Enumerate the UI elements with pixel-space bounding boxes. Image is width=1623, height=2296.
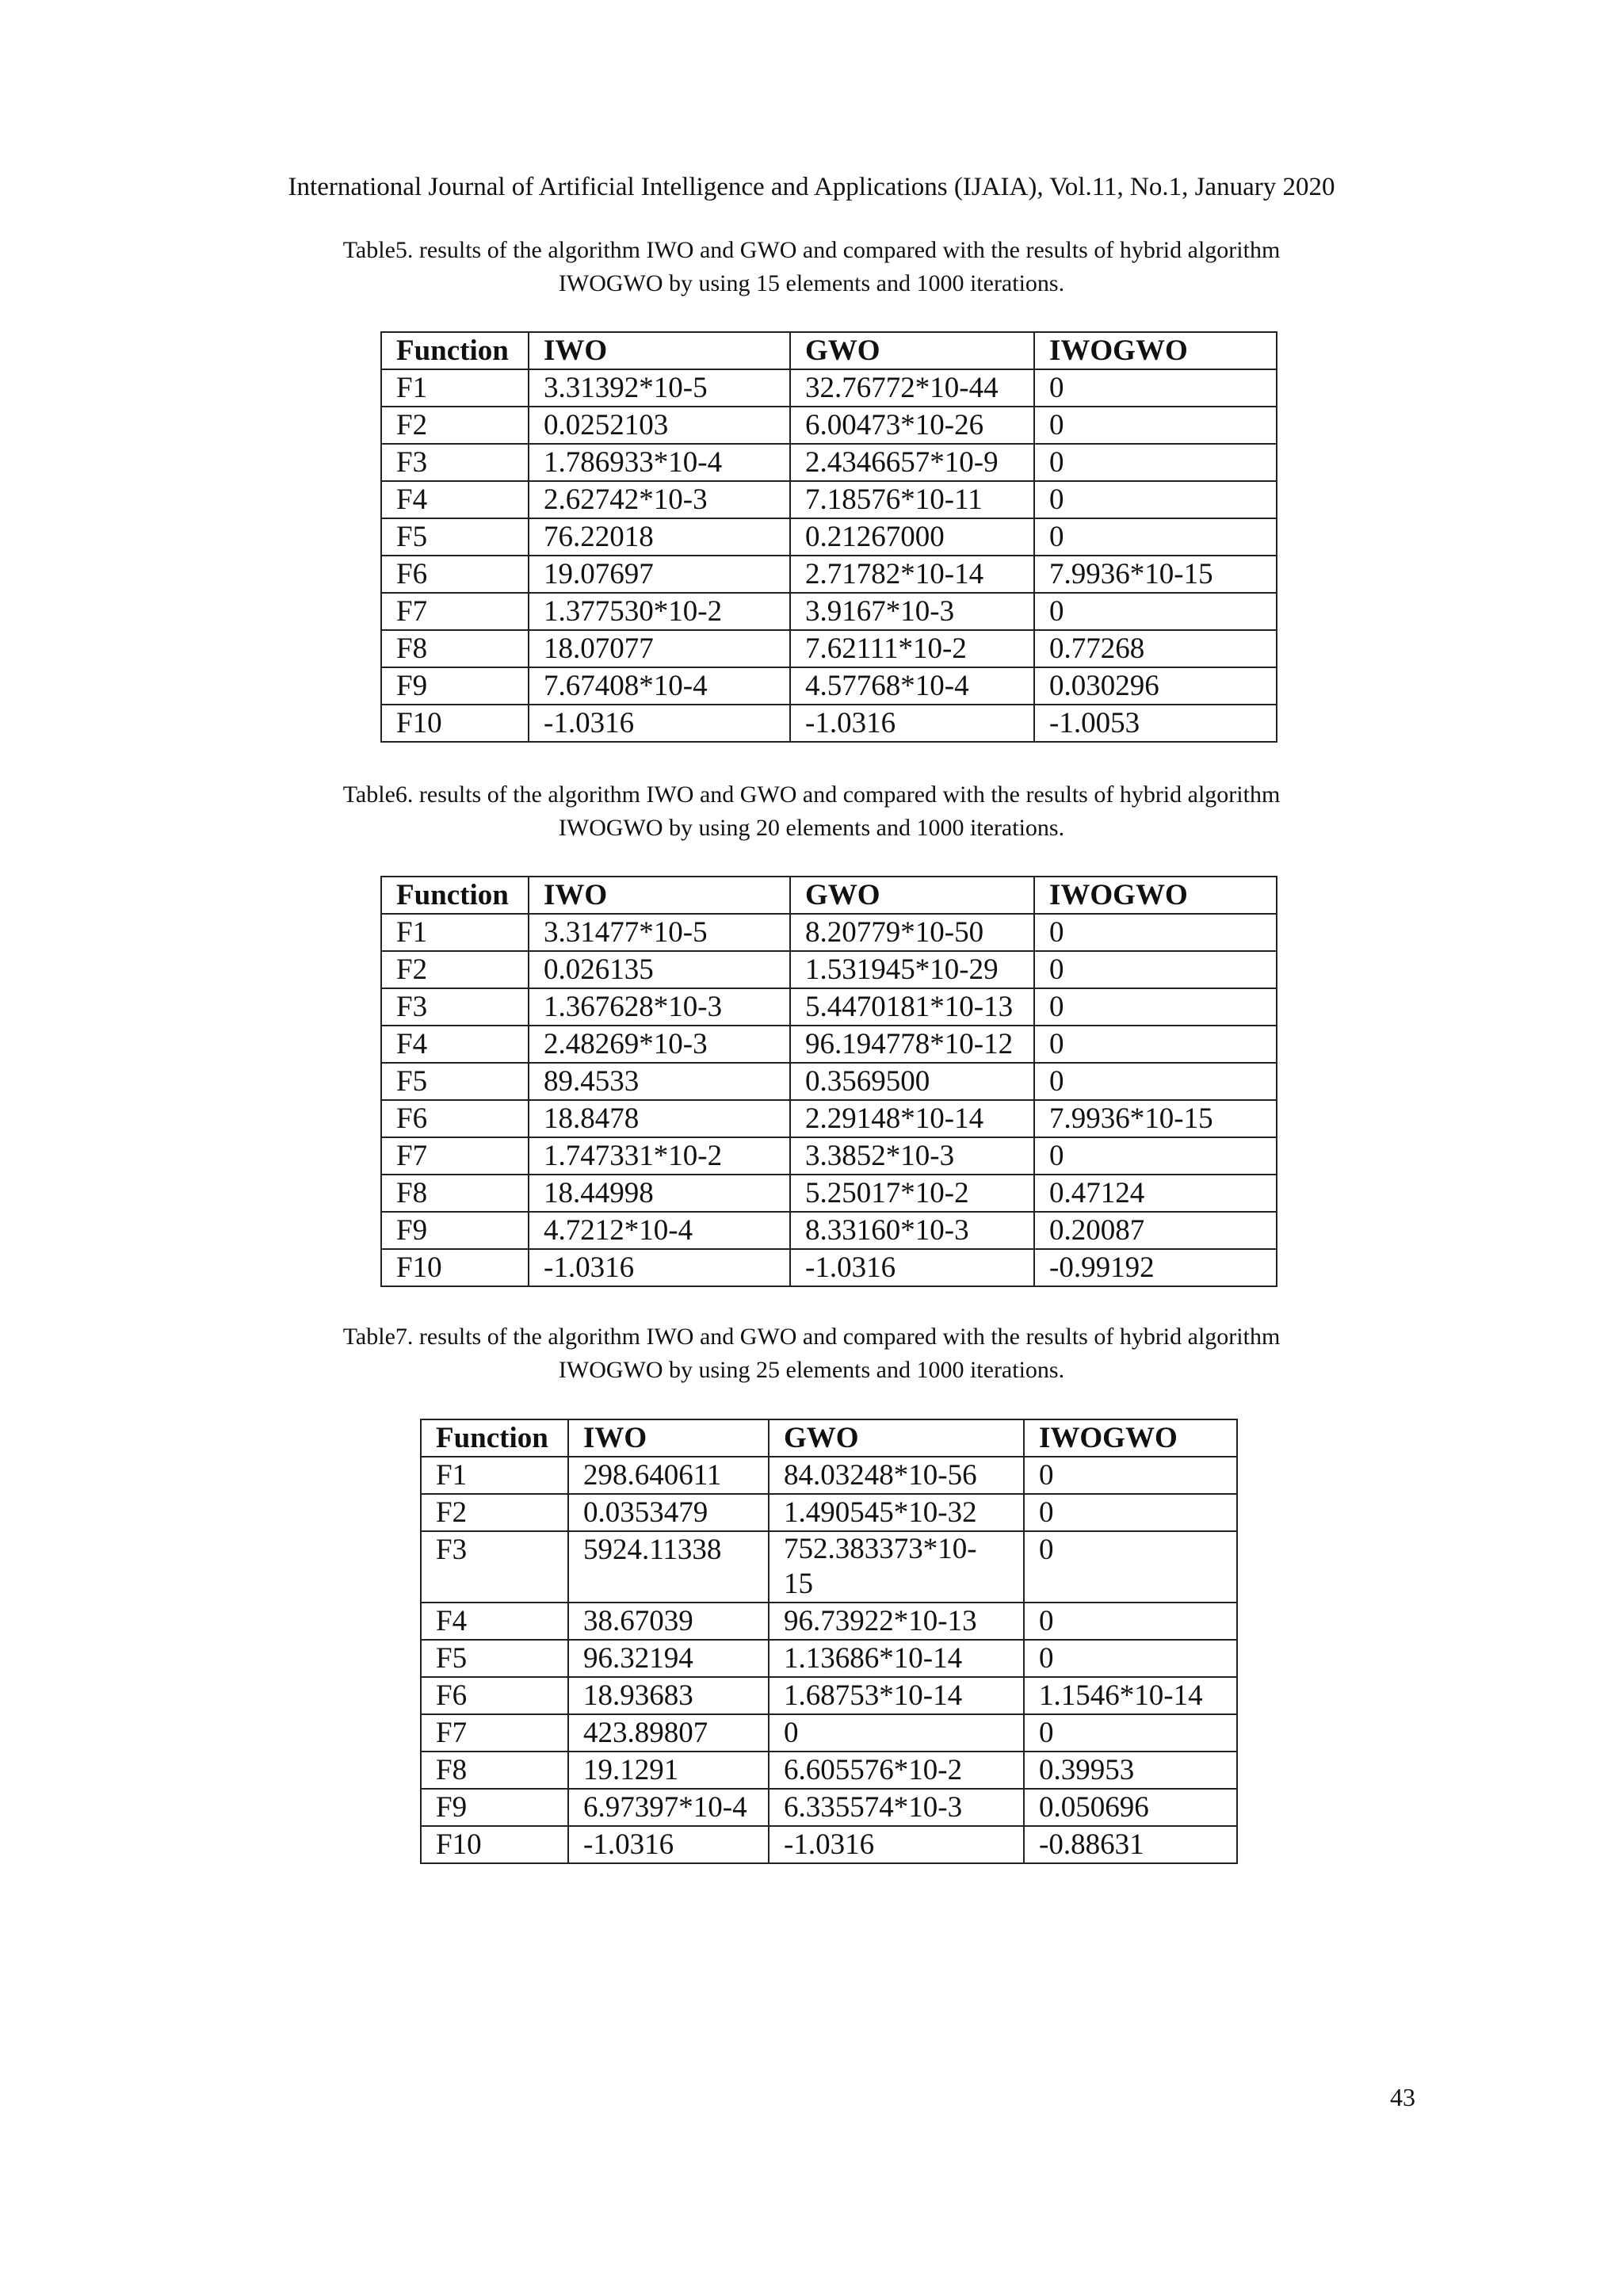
table-cell: 76.22018	[529, 518, 790, 556]
table-cell: 298.640611	[568, 1457, 769, 1494]
table-cell: 0	[1034, 1137, 1277, 1175]
table-row	[381, 1137, 1277, 1175]
column-header-iwogwo: IWOGWO	[1034, 877, 1277, 914]
table-cell: F7	[381, 593, 529, 630]
table-row	[381, 407, 1277, 444]
table-cell: 0	[1024, 1457, 1237, 1494]
table-cell: 1.13686*10-14	[769, 1640, 1024, 1677]
table-cell: F8	[381, 630, 529, 667]
table-cell: -1.0053	[1034, 705, 1277, 742]
table-cell: 0	[1024, 1714, 1237, 1752]
table-cell: -1.0316	[769, 1826, 1024, 1863]
column-header-gwo: GWO	[769, 1419, 1024, 1457]
table-cell: F7	[421, 1714, 568, 1752]
table-cell: -1.0316	[529, 705, 790, 742]
table-row	[421, 1531, 1237, 1603]
table-header-row	[381, 877, 1277, 914]
table-row	[421, 1789, 1237, 1826]
column-header-function: Function	[421, 1419, 568, 1457]
table-row	[421, 1752, 1237, 1789]
table-header-row	[381, 332, 1277, 369]
table-cell: F2	[381, 951, 529, 988]
table-cell: 0.030296	[1034, 667, 1277, 705]
table-cell: F1	[381, 369, 529, 407]
table-row	[421, 1714, 1237, 1752]
table-cell: 0	[1034, 951, 1277, 988]
table-cell: 6.97397*10-4	[568, 1789, 769, 1826]
table-cell: 1.786933*10-4	[529, 444, 790, 481]
table-cell: 8.33160*10-3	[790, 1212, 1034, 1249]
table-cell: F5	[421, 1640, 568, 1677]
table7	[420, 1419, 1238, 1864]
table-cell: F8	[421, 1752, 568, 1789]
table-header-row	[421, 1419, 1237, 1457]
table-cell: 8.20779*10-50	[790, 914, 1034, 951]
table-cell: F4	[421, 1603, 568, 1640]
table-cell: 1.68753*10-14	[769, 1677, 1024, 1714]
table-cell: 0	[1034, 481, 1277, 518]
table-cell: 19.07697	[529, 556, 790, 593]
table-row	[421, 1640, 1237, 1677]
table-cell: 752.383373*10- 15	[769, 1531, 1024, 1603]
table-cell: F9	[421, 1789, 568, 1826]
table-cell: 0	[1034, 444, 1277, 481]
table-cell: 1.377530*10-2	[529, 593, 790, 630]
table-cell: 96.194778*10-12	[790, 1026, 1034, 1063]
table-cell: 18.07077	[529, 630, 790, 667]
table-cell: F9	[381, 1212, 529, 1249]
table-row	[381, 1063, 1277, 1100]
table-cell: F6	[381, 1100, 529, 1137]
table-cell: 19.1291	[568, 1752, 769, 1789]
table-cell: -1.0316	[568, 1826, 769, 1863]
table-row	[381, 518, 1277, 556]
table7-caption-line2: IWOGWO by using 25 elements and 1000 iterations.	[558, 1357, 1065, 1383]
table-cell: 18.8478	[529, 1100, 790, 1137]
table-cell: 5.4470181*10-13	[790, 988, 1034, 1026]
table-cell: 0	[1024, 1640, 1237, 1677]
table-row	[381, 1175, 1277, 1212]
table-cell: 0.0252103	[529, 407, 790, 444]
table6-caption-line1: Table6. results of the algorithm IWO and GWO and compared with the results of hybrid algorithm	[342, 781, 1281, 808]
table-cell: 38.67039	[568, 1603, 769, 1640]
table-cell: 18.44998	[529, 1175, 790, 1212]
table-cell: -0.99192	[1034, 1249, 1277, 1286]
table6-caption-line2: IWOGWO by using 20 elements and 1000 iterations.	[558, 815, 1065, 841]
table-row	[381, 1026, 1277, 1063]
table-cell: F2	[421, 1494, 568, 1531]
table-cell: 3.31392*10-5	[529, 369, 790, 407]
table-cell: 0	[1024, 1531, 1237, 1603]
table5	[380, 331, 1277, 743]
table-cell: 96.73922*10-13	[769, 1603, 1024, 1640]
column-header-gwo: GWO	[790, 877, 1034, 914]
table-row	[381, 593, 1277, 630]
table-cell: 4.7212*10-4	[529, 1212, 790, 1249]
table-cell: 423.89807	[568, 1714, 769, 1752]
table-cell: 4.57768*10-4	[790, 667, 1034, 705]
table-cell: 2.29148*10-14	[790, 1100, 1034, 1137]
table-cell: -1.0316	[529, 1249, 790, 1286]
table-cell: 0.026135	[529, 951, 790, 988]
table-row	[381, 481, 1277, 518]
table-cell: 0	[769, 1714, 1024, 1752]
table-row	[381, 556, 1277, 593]
table-cell: 0	[1034, 1026, 1277, 1063]
table-cell: 7.9936*10-15	[1034, 556, 1277, 593]
table-cell: F10	[381, 705, 529, 742]
table-row	[421, 1457, 1237, 1494]
table6	[380, 876, 1277, 1287]
table-row	[421, 1603, 1237, 1640]
table-cell: F6	[381, 556, 529, 593]
table-cell: F5	[381, 1063, 529, 1100]
table-row	[381, 667, 1277, 705]
table-cell: F2	[381, 407, 529, 444]
table-row	[381, 951, 1277, 988]
table-cell: 6.335574*10-3	[769, 1789, 1024, 1826]
table-cell: 0	[1024, 1603, 1237, 1640]
column-header-iwo: IWO	[529, 332, 790, 369]
table-cell: 7.67408*10-4	[529, 667, 790, 705]
table-row	[421, 1677, 1237, 1714]
table5-caption-line1: Table5. results of the algorithm IWO and GWO and compared with the results of hybrid algorithm	[342, 237, 1281, 263]
table-cell: 96.32194	[568, 1640, 769, 1677]
table-cell: 5.25017*10-2	[790, 1175, 1034, 1212]
table-cell: 6.605576*10-2	[769, 1752, 1024, 1789]
table-cell: 7.62111*10-2	[790, 630, 1034, 667]
table-cell: F6	[421, 1677, 568, 1714]
table-cell: 1.367628*10-3	[529, 988, 790, 1026]
table-cell: 2.48269*10-3	[529, 1026, 790, 1063]
table-cell: 7.18576*10-11	[790, 481, 1034, 518]
column-header-iwogwo: IWOGWO	[1034, 332, 1277, 369]
table-cell: 1.490545*10-32	[769, 1494, 1024, 1531]
column-header-function: Function	[381, 332, 529, 369]
table-cell: -0.88631	[1024, 1826, 1237, 1863]
table-cell: 0.3569500	[790, 1063, 1034, 1100]
table-cell: 0.20087	[1034, 1212, 1277, 1249]
column-header-gwo: GWO	[790, 332, 1034, 369]
column-header-iwo: IWO	[529, 877, 790, 914]
table7-caption	[0, 1320, 1623, 1387]
table-cell: 0	[1024, 1494, 1237, 1531]
table-cell: F4	[381, 481, 529, 518]
table-cell: 0	[1034, 1063, 1277, 1100]
table-row	[381, 1249, 1277, 1286]
table-cell: 1.531945*10-29	[790, 951, 1034, 988]
table-cell: 89.4533	[529, 1063, 790, 1100]
table-cell: F10	[421, 1826, 568, 1863]
table-row	[381, 630, 1277, 667]
table-cell: F10	[381, 1249, 529, 1286]
column-header-iwogwo: IWOGWO	[1024, 1419, 1237, 1457]
table-cell: 0	[1034, 914, 1277, 951]
table-cell: 0	[1034, 988, 1277, 1026]
table-cell: 32.76772*10-44	[790, 369, 1034, 407]
page-number: 43	[1390, 2083, 1415, 2111]
table-cell: 3.31477*10-5	[529, 914, 790, 951]
table-cell: 0	[1034, 369, 1277, 407]
table-row	[381, 444, 1277, 481]
running-head: International Journal of Artificial Intelligence and Applications (IJAIA), Vol.11, No.1, January 2020	[288, 173, 1335, 201]
table-cell: F1	[381, 914, 529, 951]
table-cell: 0.77268	[1034, 630, 1277, 667]
table-cell: 2.71782*10-14	[790, 556, 1034, 593]
table-cell: 0.21267000	[790, 518, 1034, 556]
table-cell: 0	[1034, 593, 1277, 630]
table-cell: F5	[381, 518, 529, 556]
column-header-iwo: IWO	[568, 1419, 769, 1457]
table-cell: 1.1546*10-14	[1024, 1677, 1237, 1714]
table-cell: -1.0316	[790, 705, 1034, 742]
table-cell: F7	[381, 1137, 529, 1175]
table-cell: 0	[1034, 407, 1277, 444]
table-row	[421, 1494, 1237, 1531]
table-row	[381, 705, 1277, 742]
table-cell: F4	[381, 1026, 529, 1063]
column-header-function: Function	[381, 877, 529, 914]
table-cell: 2.62742*10-3	[529, 481, 790, 518]
table-cell: 5924.11338	[568, 1531, 769, 1603]
table-cell: -1.0316	[790, 1249, 1034, 1286]
table6-caption	[0, 778, 1623, 845]
table-row	[381, 369, 1277, 407]
table7-caption-line1: Table7. results of the algorithm IWO and GWO and compared with the results of hybrid algorithm	[342, 1324, 1281, 1350]
table-cell: 0	[1034, 518, 1277, 556]
table-cell: 0.050696	[1024, 1789, 1237, 1826]
table-cell: 0.39953	[1024, 1752, 1237, 1789]
table-cell: 18.93683	[568, 1677, 769, 1714]
table-cell: 1.747331*10-2	[529, 1137, 790, 1175]
table-cell: 3.3852*10-3	[790, 1137, 1034, 1175]
table-row	[381, 914, 1277, 951]
table-cell: 7.9936*10-15	[1034, 1100, 1277, 1137]
table5-caption	[0, 234, 1623, 300]
table-cell: F1	[421, 1457, 568, 1494]
table5-caption-line2: IWOGWO by using 15 elements and 1000 iterations.	[558, 270, 1065, 296]
table-cell: F3	[381, 988, 529, 1026]
table-row	[381, 988, 1277, 1026]
table-cell: F9	[381, 667, 529, 705]
table-cell: 3.9167*10-3	[790, 593, 1034, 630]
table-row	[421, 1826, 1237, 1863]
table-cell: 84.03248*10-56	[769, 1457, 1024, 1494]
table-cell: F8	[381, 1175, 529, 1212]
table-row	[381, 1212, 1277, 1249]
table-cell: F3	[421, 1531, 568, 1603]
table-row	[381, 1100, 1277, 1137]
table-cell: F3	[381, 444, 529, 481]
table-cell: 6.00473*10-26	[790, 407, 1034, 444]
table-cell: 0.47124	[1034, 1175, 1277, 1212]
table-cell: 0.0353479	[568, 1494, 769, 1531]
table-cell: 2.4346657*10-9	[790, 444, 1034, 481]
